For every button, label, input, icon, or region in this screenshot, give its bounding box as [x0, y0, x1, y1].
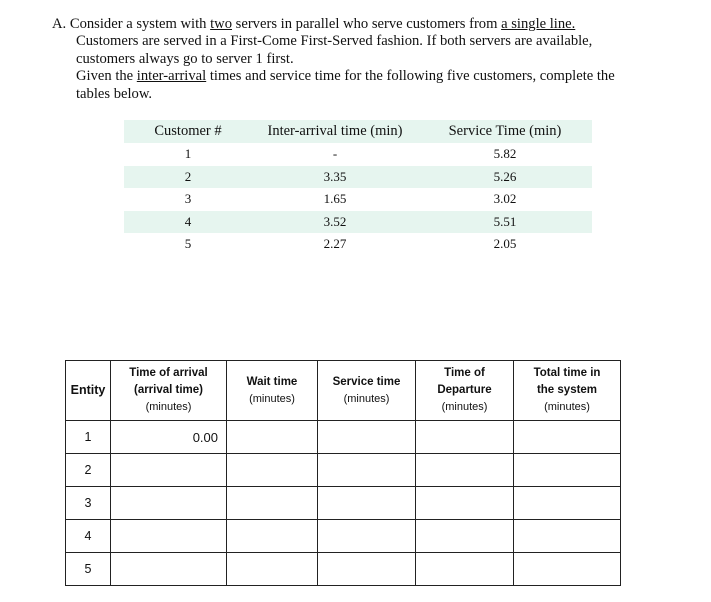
total-time-cell[interactable] — [514, 553, 621, 586]
departure-time-cell[interactable] — [416, 553, 514, 586]
service-time-value: 2.05 — [493, 236, 517, 252]
customer-table-header — [124, 120, 592, 143]
total-time-cell[interactable] — [514, 454, 621, 487]
header-time-of-arrival: Time of arrival (arrival time) (minutes) — [111, 361, 227, 421]
entity-table-header — [66, 361, 621, 421]
header-entity: Entity — [66, 361, 111, 421]
problem-label: A. — [52, 16, 67, 32]
service-time-value: 5.82 — [493, 146, 517, 162]
service-time-value: 3.02 — [493, 191, 517, 207]
entity-number: 4 — [66, 520, 111, 553]
wait-time-cell[interactable] — [227, 520, 318, 553]
inter-arrival-value: 3.52 — [323, 213, 347, 229]
service-time-cell[interactable] — [318, 454, 416, 487]
customer-number: 3 — [184, 191, 192, 207]
customer-row — [124, 143, 592, 166]
entity-number: 1 — [66, 421, 111, 454]
wait-time-cell[interactable] — [227, 421, 318, 454]
inter-arrival-value: 3.35 — [323, 168, 347, 184]
arrival-time-cell[interactable]: 0.00 — [111, 421, 227, 454]
departure-time-cell[interactable] — [416, 520, 514, 553]
inter-arrival-value: 1.65 — [323, 191, 347, 207]
entity-number: 3 — [66, 487, 111, 520]
entity-number: 5 — [66, 553, 111, 586]
customer-data-table — [124, 120, 592, 256]
entity-row — [66, 553, 621, 586]
problem-paragraph-2: Given the inter-arrival times and service time for the following five customers, complete the tables below. — [76, 68, 615, 102]
customer-row — [124, 233, 592, 256]
problem-paragraph-1: A. Consider a system with two servers in parallel who serve customers from a single line. — [52, 16, 576, 32]
wait-time-cell[interactable] — [227, 487, 318, 520]
header-total-time-in-system: Total time in the system (minutes) — [514, 361, 621, 421]
arrival-time-cell[interactable] — [111, 520, 227, 553]
customer-row — [124, 211, 592, 234]
service-time-value: 5.51 — [493, 213, 517, 229]
departure-time-cell[interactable] — [416, 487, 514, 520]
departure-time-cell[interactable] — [416, 421, 514, 454]
header-wait-time: Wait time (minutes) — [227, 361, 318, 421]
total-time-cell[interactable] — [514, 421, 621, 454]
entity-row — [66, 487, 621, 520]
entity-row — [66, 421, 621, 454]
arrival-time-cell[interactable] — [111, 553, 227, 586]
service-time-value: 5.26 — [493, 168, 517, 184]
entity-row — [66, 520, 621, 553]
header-service-time: Service time (minutes) — [318, 361, 416, 421]
wait-time-cell[interactable] — [227, 454, 318, 487]
entity-row — [66, 454, 621, 487]
service-time-cell[interactable] — [318, 487, 416, 520]
arrival-time-cell[interactable] — [111, 454, 227, 487]
service-time-cell[interactable] — [318, 520, 416, 553]
service-time-cell[interactable] — [318, 553, 416, 586]
customer-row — [124, 166, 592, 189]
problem-paragraph-1-continued: Customers are served in a First-Come First-Served fashion. If both servers are available, customers always go to server 1 first. — [76, 33, 593, 67]
customer-number: 5 — [184, 236, 192, 252]
total-time-cell[interactable] — [514, 520, 621, 553]
header-customer: Customer # — [154, 123, 222, 139]
arrival-time-cell[interactable] — [111, 487, 227, 520]
customer-row — [124, 188, 592, 211]
inter-arrival-value: - — [332, 146, 338, 162]
header-time-of-departure: Time of Departure (minutes) — [416, 361, 514, 421]
customer-number: 4 — [184, 213, 192, 229]
wait-time-cell[interactable] — [227, 553, 318, 586]
inter-arrival-value: 2.27 — [323, 236, 347, 252]
service-time-cell[interactable] — [318, 421, 416, 454]
header-inter-arrival: Inter-arrival time (min) — [267, 123, 403, 139]
departure-time-cell[interactable] — [416, 454, 514, 487]
header-service-time: Service Time (min) — [448, 123, 562, 139]
customer-number: 1 — [184, 146, 192, 162]
entity-number: 2 — [66, 454, 111, 487]
entity-results-table — [65, 360, 621, 586]
customer-number: 2 — [184, 168, 192, 184]
total-time-cell[interactable] — [514, 487, 621, 520]
problem-statement — [52, 16, 652, 103]
